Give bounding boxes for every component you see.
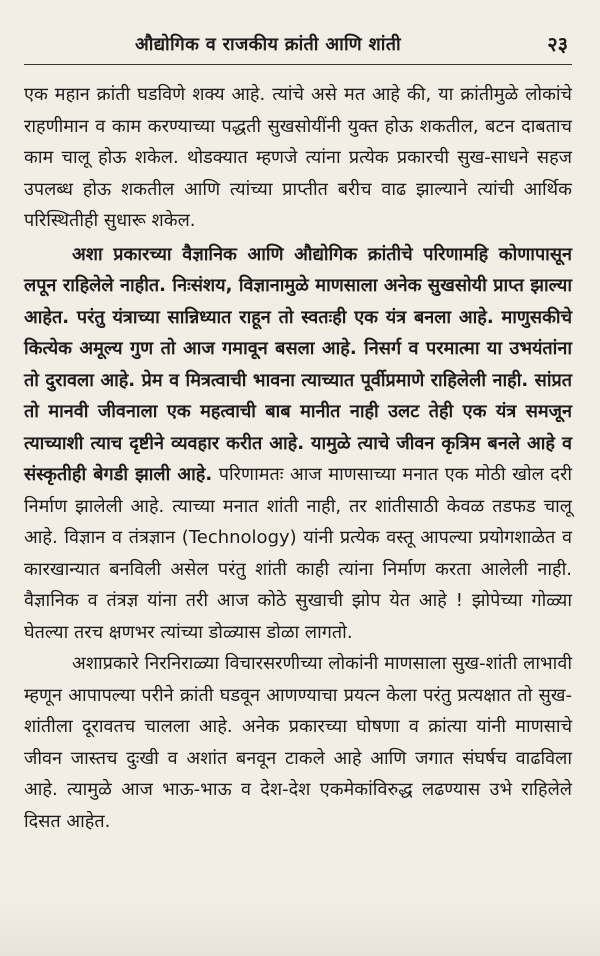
page-bleed-shade [0, 896, 600, 956]
paragraph-2-rest: परिणामतः आज माणसाच्या मनात एक मोठी खोल दरी निर्माण झालेली आहे. त्याच्या मनात शांती नाही, तर शांतीसाठी केवळ तडफड चालू आहे. विज्ञान व तंत्रज्ञान (Technology) यांनी प्रत्येक वस्तू आपल्या प्रयोगशाळेत व कारखान्यात बनविली असेल परंतु शांती काही त्यांना निर्माण करता आलेली नाही. वैज्ञानिक व तंत्रज्ञ यांना तरी आज कोठे सुखाची झोप येत आहे ! झोपेच्या गोळ्या घेतल्या तरच क्षणभर त्यांच्या डोळ्यास डोळा लागतो. [24, 464, 572, 643]
paragraph-2-bold: अशा प्रकारच्या वैज्ञानिक आणि औद्योगिक क्रांतीचे परिणामहि कोणापासून लपून राहिलेले नाहीत. निःसंशय, विज्ञानामुळे माणसाला अनेक सुखसोयी प्राप्त झाल्या आहेत. परंतु यंत्राच्या सान्निध्यात राहून तो स्वतःही एक यंत्र बनला आहे. माणुसकीचे कित्येक अमूल्य गुण तो आज गमावून बसला आहे. निसर्ग व परमात्मा या उभयंतांना तो दुरावला आहे. प्रेम व मित्रत्वाची भावना त्याच्यात पूर्वीप्रमाणे राहिलेली नाही. सांप्रत तो मानवी जीवनाला एक महत्वाची बाब मानीत नाही उलट तेही एक यंत्र समजून त्याच्याशी त्याच दृष्टीने व्यवहार करीत आहे. यामुळे त्याचे जीवन कृत्रिम बनले आहे व संस्कृतीही बेगडी झाली आहे. [24, 243, 572, 485]
paragraph-3: अशाप्रकारे निरनिराळ्या विचारसरणीच्या लोकांनी माणसाला सुख-शांती लाभावी म्हणून आपापल्या परीने क्रांती घडवून आणण्याचा प्रयत्न केला परंतु प्रत्यक्षात तो सुख-शांतीला दूरावतच चालला आहे. अनेक प्रकारच्या घोषणा व क्रांत्या यांनी माणसाचे जीवन जास्तच दुःखी व अशांत बनवून टाकले आहे आणि जगात संघर्षच वाढविला आहे. त्यामुळे आज भाऊ-भाऊ व देश-देश एकमेकांविरुद्ध लढण्यास उभे राहिलेले दिसत आहेत. [24, 653, 572, 832]
paragraph-2 [24, 239, 572, 649]
page-number: २३ [547, 32, 568, 56]
page-header [24, 30, 572, 65]
paragraph-1: एक महान क्रांती घडविणे शक्य आहे. त्यांचे असे मत आहे की, या क्रांतीमुळे लोकांचे राहणीमान व काम करण्याच्या पद्धती सुखसोयींनी युक्त होऊ शकतील, बटन दाबताच काम चालू होऊ शकेल. थोडक्यात म्हणजे त्यांना प्रत्येक प्रकारची सुख-साधने सहज उपलब्ध होऊ शकतील आणि त्यांच्या प्राप्तीत बरीच वाढ झाल्याने त्यांची आर्थिक परिस्थितीही सुधारू शकेल. [24, 84, 572, 231]
running-title: औद्योगिक व राजकीय क्रांती आणि शांती [135, 34, 401, 55]
body-text [24, 79, 572, 837]
